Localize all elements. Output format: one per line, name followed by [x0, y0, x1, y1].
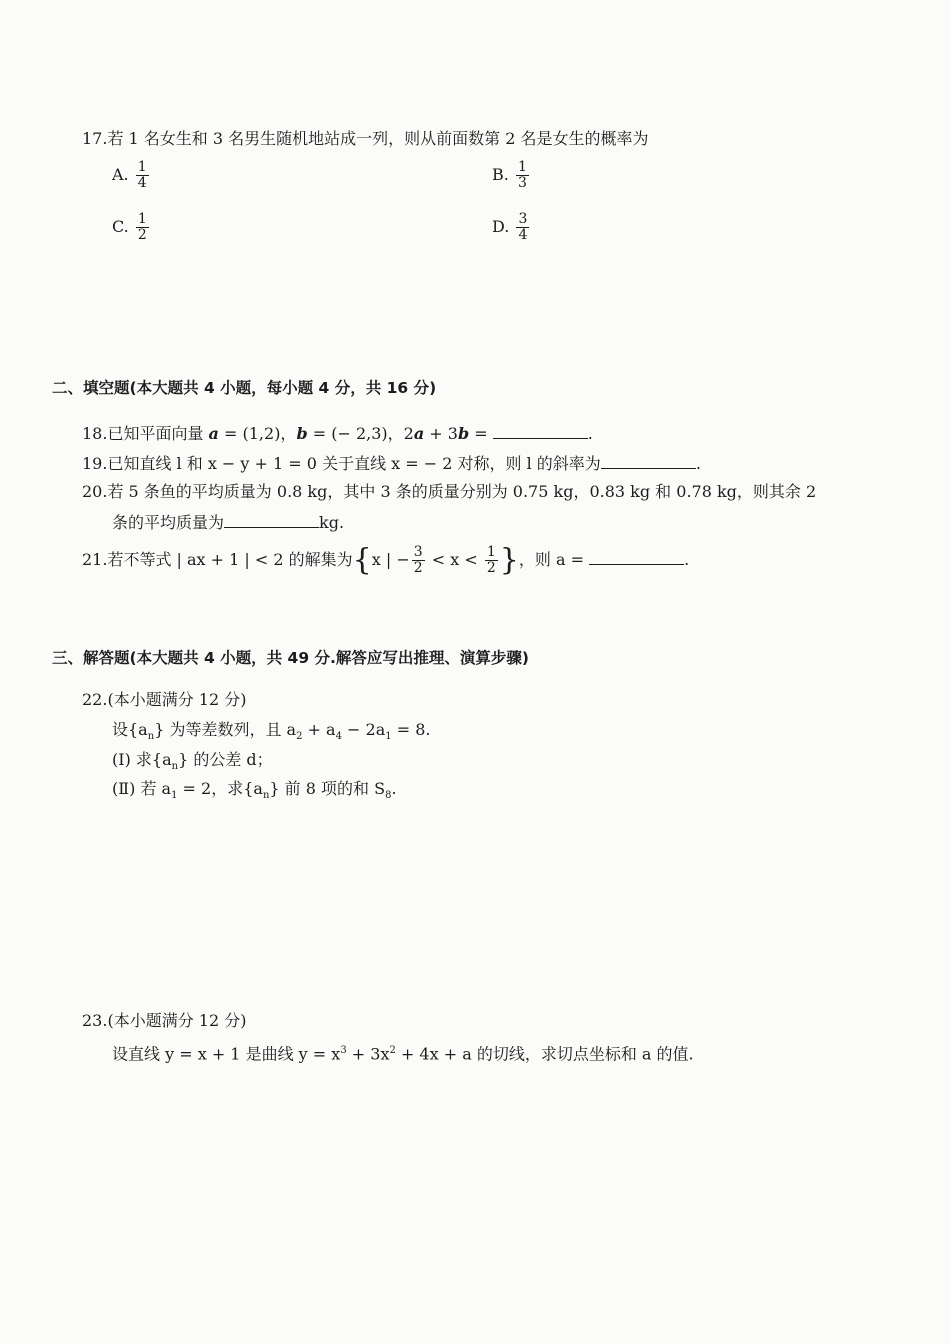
q21-right-brace: }	[499, 542, 519, 578]
q21-answer-blank[interactable]	[589, 548, 684, 565]
option-b	[492, 160, 531, 191]
q23-text-a: 设直线 y = x + 1 是曲线 y = x	[112, 1044, 341, 1064]
q22-l3-sub-3: 8	[385, 790, 392, 802]
q22-l1-sub-4: 1	[385, 731, 392, 743]
q21-fraction-1-num: 3	[413, 544, 423, 560]
q22-l1-sub-3: 4	[335, 731, 342, 743]
q23-text-c: + 4x + a 的切线，求切点坐标和 a 的值.	[395, 1044, 694, 1064]
q18-answer-blank[interactable]	[493, 422, 588, 439]
q18-end: .	[587, 424, 593, 443]
option-a-fraction	[136, 160, 149, 191]
option-b-denominator: 3	[517, 175, 527, 191]
option-b-fraction	[516, 160, 529, 191]
option-a-label: A.	[112, 165, 129, 184]
q22-l1-sub-2: 2	[296, 731, 303, 743]
q18-vector-b: b	[296, 424, 308, 443]
q20-answer-blank[interactable]	[224, 511, 319, 528]
q22-l1-a: 设{a	[112, 720, 148, 739]
option-c	[112, 212, 151, 243]
q22-l1-c: + a	[302, 720, 336, 739]
q22-l3-sub-2: n	[262, 790, 270, 802]
q22-l2-sub-1: n	[171, 761, 179, 773]
option-b-numerator: 1	[517, 159, 527, 175]
question-20-line-2	[112, 511, 344, 534]
q21-text-b: x | −	[371, 550, 410, 569]
q22-l1-b: } 为等差数列，且 a	[154, 720, 297, 739]
option-a-denominator: 4	[137, 175, 147, 191]
question-22-heading: 22.(本小题满分 12 分)	[82, 690, 247, 709]
q22-l1-d: − 2a	[341, 720, 386, 739]
q21-text-a: 21.若不等式 | ax + 1 | < 2 的解集为	[82, 550, 353, 569]
option-a	[112, 160, 151, 191]
question-23-heading: 23.(本小题满分 12 分)	[82, 1011, 247, 1030]
q20-text-b: kg.	[319, 513, 345, 532]
q22-l3-c: } 前 8 项的和 S	[269, 779, 386, 798]
q18-text-c: = (− 2,3)，2	[307, 424, 414, 443]
q21-fraction-2-den: 2	[486, 560, 496, 576]
question-21	[82, 540, 689, 580]
q18-text-e: =	[469, 424, 493, 443]
q20-text-a: 条的平均质量为	[112, 513, 225, 532]
question-22-part-2	[112, 778, 397, 807]
q21-end: .	[684, 550, 690, 569]
q22-l3-d: .	[391, 779, 397, 798]
q23-sup-2: 2	[389, 1045, 396, 1056]
q22-l3-a: (Ⅱ) 若 a	[112, 779, 172, 798]
q19-text: 19.已知直线 l 和 x − y + 1 = 0 关于直线 x = − 2 对称，则 l 的斜率为	[82, 454, 601, 473]
q21-fraction-1	[412, 545, 425, 576]
question-22-part-1	[112, 749, 273, 778]
option-a-numerator: 1	[137, 159, 147, 175]
q22-l3-sub-1: 1	[171, 790, 178, 802]
q22-l1-sub-1: n	[147, 731, 155, 743]
q21-text-d: ，则 a =	[518, 550, 590, 569]
q23-sup-1: 3	[340, 1045, 347, 1056]
q21-fraction-1-den: 2	[413, 560, 423, 576]
question-18	[82, 422, 593, 445]
q18-vector-b-2: b	[457, 424, 470, 443]
option-b-label: B.	[492, 165, 509, 184]
question-22-given	[112, 719, 430, 748]
q22-l1-e: = 8.	[391, 720, 431, 739]
question-23-text	[112, 1040, 694, 1065]
q18-vector-a: a	[208, 424, 219, 443]
section-3-title: 三、解答题(本大题共 4 小题，共 49 分.解答应写出推理、演算步骤)	[52, 649, 529, 667]
q21-text-c: < x <	[426, 550, 483, 569]
option-d-numerator: 3	[518, 211, 528, 227]
q22-l3-b: = 2，求{a	[177, 779, 263, 798]
q19-answer-blank[interactable]	[601, 452, 696, 469]
question-17-stem: 17.若 1 名女生和 3 名男生随机地站成一列，则从前面数第 2 名是女生的概率为	[82, 129, 649, 148]
q18-vector-a-2: a	[413, 424, 425, 443]
question-20-line-1: 20.若 5 条鱼的平均质量为 0.8 kg，其中 3 条的质量分别为 0.75 kg，0.83 kg 和 0.78 kg，则其余 2	[82, 482, 817, 501]
option-d-label: D.	[492, 217, 510, 236]
q21-fraction-2	[485, 545, 498, 576]
option-c-fraction	[136, 212, 149, 243]
section-2-title: 二、填空题(本大题共 4 小题，每小题 4 分，共 16 分)	[52, 379, 437, 397]
option-d	[492, 212, 531, 243]
q22-l2-b: } 的公差 d；	[178, 750, 273, 769]
q21-left-brace: {	[352, 542, 372, 578]
q23-text-b: + 3x	[346, 1044, 390, 1064]
option-d-denominator: 4	[518, 227, 528, 243]
q18-number: 18.	[82, 424, 108, 443]
q22-l2-a: (Ⅰ) 求{a	[112, 750, 172, 769]
q21-fraction-2-num: 1	[486, 544, 496, 560]
option-d-fraction	[516, 212, 529, 243]
option-c-denominator: 2	[137, 227, 147, 243]
option-c-numerator: 1	[137, 211, 147, 227]
question-19	[82, 452, 701, 475]
q19-end: .	[695, 454, 701, 473]
q18-text-a: 已知平面向量	[107, 424, 209, 443]
option-c-label: C.	[112, 217, 129, 236]
q18-text-d: + 3	[424, 424, 458, 443]
q18-text-b: = (1,2)，	[218, 424, 297, 443]
